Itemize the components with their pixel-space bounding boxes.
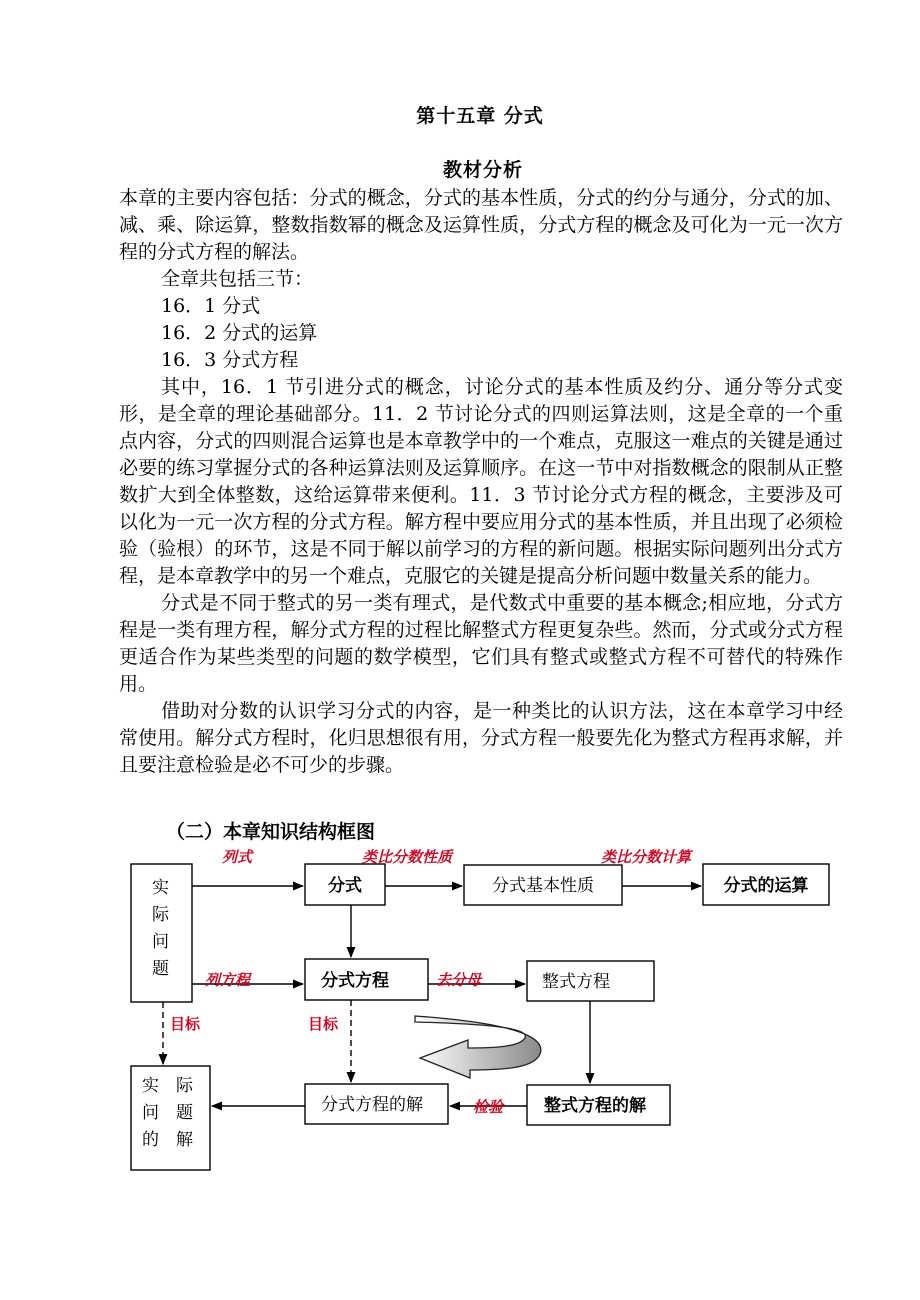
real-problem-char-3: 问 xyxy=(152,932,169,952)
real-problem-char-2: 际 xyxy=(152,905,169,925)
chapter-title: 第十五章 分式 xyxy=(416,105,544,127)
real-problem-char-1: 实 xyxy=(152,878,169,898)
paragraph-rational: 分式是不同于整式的另一类有理式，是代数式中重要的基本概念;相应地，分式方程是一类有理方程，解分式方程的过程比解整式方程更复杂些。然而，分式或分式方程更适合作为某些类型的问题的数学模型，它们具有整式或整式方程不可替代的特殊作用。 xyxy=(119,592,843,695)
knowledge-structure-diagram xyxy=(0,840,920,1185)
fraction-operations-label: 分式的运算 xyxy=(723,876,809,896)
real-problem-char-4: 题 xyxy=(152,959,169,979)
paragraph-sections: 全章共包括三节： xyxy=(161,268,314,290)
fraction-label: 分式 xyxy=(328,876,362,896)
solution-char-5: 的 xyxy=(142,1130,159,1150)
edge-label-analogy-properties: 类比分数性质 xyxy=(362,848,453,866)
fraction-equation-solution-label: 分式方程的解 xyxy=(321,1095,423,1115)
list-item-section-2: 16．2 分式的运算 xyxy=(161,322,318,344)
paragraph-details: 其中，16．1 节引进分式的概念，讨论分式的基本性质及约分、通分等分式变形，是全章的理论基础部分。11．2 节讨论分式的四则运算法则，这是全章的一个重点内容，分式的四则混合运算也是本章教学中的一个难点，克服这一难点的关键是通过必要的练习掌握分式的各种运算法则及运算顺序。在这一节中对指数概念的限制从正整数扩大到全体整数，这给运算带来便利。11．3 节讨论分式方程的概念，主要涉及可以化为一元一次方程的分式方程。解方程中要应用分式的基本性质，并且出现了必须检验（验根）的环节，这是不同于解以前学习的方程的新问题。根据实际问题列出分式方程，是本章教学中的另一个难点，克服它的关键是提高分析问题中数量关系的能力。 xyxy=(119,376,843,587)
body-text xyxy=(119,185,843,779)
fraction-equation-label: 分式方程 xyxy=(321,971,389,991)
edge-label-goal-left: 目标 xyxy=(170,1015,201,1033)
integral-equation-solution-label: 整式方程的解 xyxy=(544,1096,646,1116)
solution-char-1: 实 xyxy=(142,1076,159,1096)
list-item-section-1: 16．1 分式 xyxy=(161,295,261,317)
solution-char-4: 题 xyxy=(176,1103,193,1123)
section-title: 教材分析 xyxy=(442,159,523,181)
paragraph-method: 借助对分数的认识学习分式的内容，是一种类比的认识方法，这在本章学习中经常使用。解分式方程时，化归思想很有用，分式方程一般要先化为整式方程再求解，并且要注意检验是必不可少的步骤。 xyxy=(119,700,843,776)
edge-label-remove-denominator: 去分母 xyxy=(436,971,482,989)
edge-label-list-expression: 列式 xyxy=(222,848,253,866)
solution-char-2: 际 xyxy=(176,1076,193,1096)
curved-return-arrow xyxy=(415,1016,541,1078)
solution-char-6: 解 xyxy=(176,1130,193,1150)
diagram-heading: （二）本章知识结构框图 xyxy=(166,821,376,843)
paragraph-intro: 本章的主要内容包括：分式的概念，分式的基本性质，分式的约分与通分，分式的加、减、乘、除运算，整数指数幂的概念及运算性质，分式方程的概念及可化为一元一次方程的分式方程的解法。 xyxy=(119,187,843,263)
edge-label-list-equation: 列方程 xyxy=(205,971,251,989)
list-item-section-3: 16．3 分式方程 xyxy=(161,349,299,371)
integral-equation-label: 整式方程 xyxy=(542,972,610,992)
edge-label-analogy-calculation: 类比分数计算 xyxy=(601,848,692,866)
solution-char-3: 问 xyxy=(142,1103,159,1123)
fraction-properties-label: 分式基本性质 xyxy=(492,876,594,896)
edge-label-goal-center: 目标 xyxy=(308,1015,339,1033)
edge-label-check: 检验 xyxy=(473,1098,504,1116)
